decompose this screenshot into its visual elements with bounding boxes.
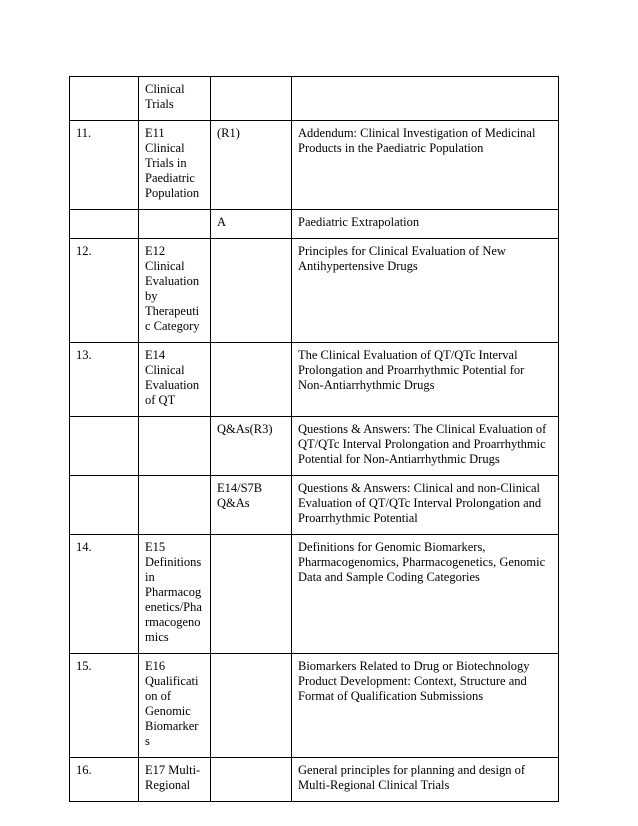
table-row [70, 210, 559, 239]
guideline-code-cell [139, 239, 211, 343]
guideline-code: E11 Clinical Trials in Paediatric Population [145, 126, 200, 200]
version-cell [211, 535, 292, 654]
guideline-code: E12 Clinical Evaluation by Therapeutic Category [145, 244, 200, 333]
guideline-title: Principles for Clinical Evaluation of New Antihypertensive Drugs [298, 244, 506, 273]
guideline-title: Questions & Answers: Clinical and non-Clinical Evaluation of QT/QTc Interval Prolongation and Proarrhythmic Potential [298, 481, 542, 525]
guideline-code-cell [139, 343, 211, 417]
guideline-code-cell [139, 121, 211, 210]
table-row [70, 239, 559, 343]
table-row [70, 476, 559, 535]
version-cell [211, 121, 292, 210]
table-row [70, 535, 559, 654]
guideline-code-cell [139, 476, 211, 535]
row-number-cell [70, 121, 139, 210]
guideline-title: Paediatric Extrapolation [298, 215, 420, 229]
title-cell [292, 417, 559, 476]
table-row [70, 121, 559, 210]
guideline-code-cell [139, 417, 211, 476]
guideline-title: The Clinical Evaluation of QT/QTc Interval Prolongation and Proarrhythmic Potential for Non-Antiarrhythmic Drugs [298, 348, 525, 392]
title-cell [292, 758, 559, 802]
version-cell [211, 417, 292, 476]
table-row [70, 758, 559, 802]
guideline-code: E14 Clinical Evaluation of QT [145, 348, 200, 407]
table-row [70, 343, 559, 417]
version-cell [211, 77, 292, 121]
version-cell [211, 210, 292, 239]
row-number-cell [70, 239, 139, 343]
row-number: 16. [76, 763, 92, 777]
guideline-code-cell [139, 535, 211, 654]
guideline-code-cell [139, 77, 211, 121]
title-cell [292, 476, 559, 535]
row-number-cell [70, 343, 139, 417]
table-row [70, 654, 559, 758]
guideline-title: Addendum: Clinical Investigation of Medicinal Products in the Paediatric Population [298, 126, 536, 155]
guideline-code: Clinical Trials [145, 82, 185, 111]
guidelines-table [69, 76, 559, 802]
row-number: 14. [76, 540, 92, 554]
row-number-cell [70, 210, 139, 239]
guideline-title: General principles for planning and design of Multi-Regional Clinical Trials [298, 763, 526, 792]
row-number: 11. [76, 126, 92, 140]
title-cell [292, 239, 559, 343]
guideline-version: (R1) [217, 126, 240, 140]
title-cell [292, 654, 559, 758]
title-cell [292, 121, 559, 210]
guideline-code: E16 Qualification of Genomic Biomarkers [145, 659, 199, 748]
version-cell [211, 758, 292, 802]
version-cell [211, 654, 292, 758]
version-cell [211, 239, 292, 343]
row-number-cell [70, 417, 139, 476]
guideline-code: E17 Multi-Regional [145, 763, 201, 792]
guideline-title: Biomarkers Related to Drug or Biotechnology Product Development: Context, Structure and Format of Qualification Submissions [298, 659, 530, 703]
row-number-cell [70, 535, 139, 654]
version-cell [211, 343, 292, 417]
title-cell [292, 343, 559, 417]
row-number: 12. [76, 244, 92, 258]
row-number: 15. [76, 659, 92, 673]
title-cell [292, 210, 559, 239]
title-cell [292, 535, 559, 654]
table-row [70, 77, 559, 121]
version-cell [211, 476, 292, 535]
guideline-code-cell [139, 654, 211, 758]
row-number-cell [70, 654, 139, 758]
row-number-cell [70, 758, 139, 802]
guideline-title: Definitions for Genomic Biomarkers, Pharmacogenomics, Pharmacogenetics, Genomic Data and Sample Coding Categories [298, 540, 546, 584]
guideline-version: Q&As(R3) [217, 422, 273, 436]
title-cell [292, 77, 559, 121]
guideline-version: E14/S7B Q&As [217, 481, 263, 510]
guideline-code: E15 Definitions in Pharmacogenetics/Pharmacogenomics [145, 540, 202, 644]
guideline-code-cell [139, 758, 211, 802]
row-number-cell [70, 77, 139, 121]
row-number-cell [70, 476, 139, 535]
guideline-title: Questions & Answers: The Clinical Evaluation of QT/QTc Interval Prolongation and Proarrhythmic Potential for Non-Antiarrhythmic Drugs [298, 422, 547, 466]
table-row [70, 417, 559, 476]
guideline-version: A [217, 215, 227, 229]
guideline-code-cell [139, 210, 211, 239]
row-number: 13. [76, 348, 92, 362]
